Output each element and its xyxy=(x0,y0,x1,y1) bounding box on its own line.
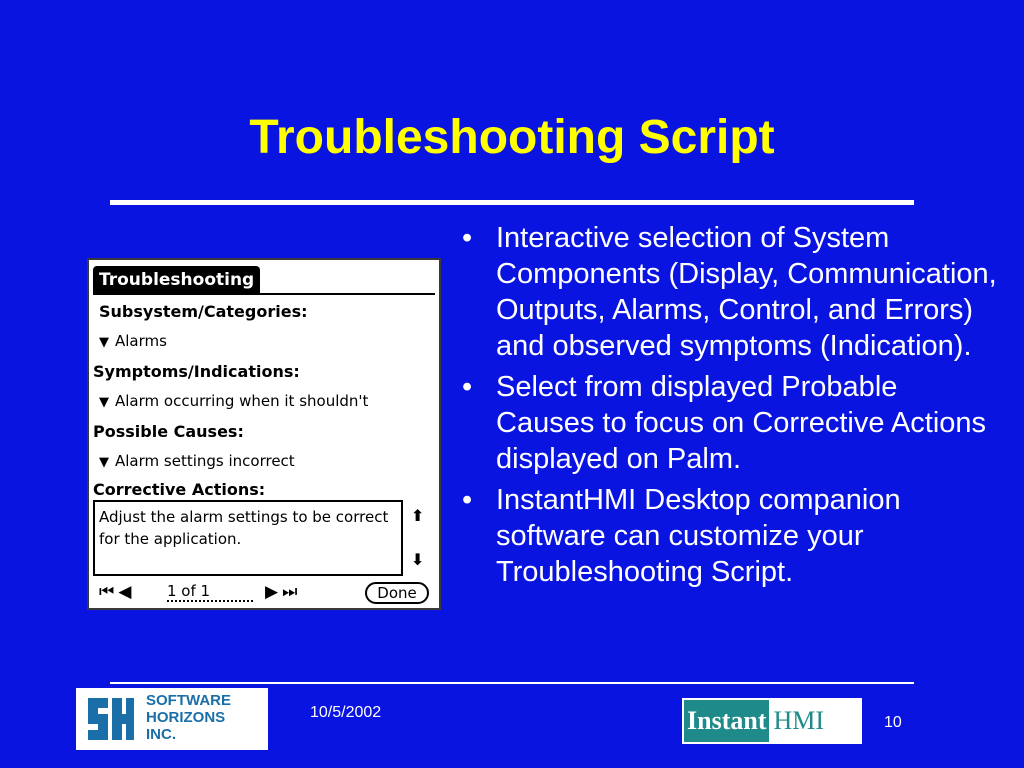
slide-title: Troubleshooting Script xyxy=(249,111,775,164)
palm-title-underline xyxy=(93,293,435,295)
last-record-icon[interactable]: ⏭ xyxy=(282,582,298,602)
footer-divider xyxy=(110,682,914,684)
next-record-icon[interactable]: ▶ xyxy=(265,582,279,602)
bullet-text: Interactive selection of System Components (Display, Communication, Outputs, Alarms, Control, and Errors) and observed symptoms (Indication). xyxy=(496,222,997,362)
bullet-icon: • xyxy=(462,371,473,403)
company-line: INC. xyxy=(146,726,176,743)
symptoms-dropdown[interactable] xyxy=(99,392,368,410)
symptoms-value: Alarm occurring when it shouldn't xyxy=(115,392,369,410)
scroll-down-icon[interactable]: ⬇ xyxy=(411,550,425,569)
footer-date: 10/5/2002 xyxy=(310,704,382,721)
symptoms-label: Symptoms/Indications: xyxy=(93,362,300,381)
done-button[interactable]: Done xyxy=(365,582,429,604)
first-record-icon[interactable]: ⏮ xyxy=(99,582,115,602)
prev-record-icon[interactable]: ◀ xyxy=(118,582,132,602)
subsystem-value: Alarms xyxy=(115,332,167,350)
bullet-item xyxy=(462,369,1002,477)
bullet-icon: • xyxy=(462,222,473,254)
record-navigation-next xyxy=(265,582,301,602)
actions-textbox[interactable]: Adjust the alarm settings to be correct for the application. xyxy=(93,500,403,576)
software-horizons-logo xyxy=(76,688,268,750)
company-line: HORIZONS xyxy=(146,709,226,726)
bullet-icon: • xyxy=(462,484,473,516)
dropdown-arrow-icon: ▼ xyxy=(99,335,109,350)
causes-dropdown[interactable] xyxy=(99,452,295,470)
subsystem-dropdown[interactable] xyxy=(99,332,167,350)
actions-label: Corrective Actions: xyxy=(93,480,266,499)
bullet-item xyxy=(462,482,1002,590)
dropdown-arrow-icon: ▼ xyxy=(99,395,109,410)
subsystem-label: Subsystem/Categories: xyxy=(99,302,308,321)
bullet-item xyxy=(462,220,1002,364)
company-name xyxy=(146,692,231,743)
bullet-text: InstantHMI Desktop companion software can customize your Troubleshooting Script. xyxy=(496,484,901,588)
palm-screenshot xyxy=(87,258,441,610)
page-number: 10 xyxy=(884,714,902,731)
causes-label: Possible Causes: xyxy=(93,422,244,441)
brand-hmi: HMI xyxy=(769,700,828,742)
record-navigation xyxy=(99,582,135,602)
dropdown-arrow-icon: ▼ xyxy=(99,455,109,470)
palm-title-tab: Troubleshooting xyxy=(93,266,260,294)
causes-value: Alarm settings incorrect xyxy=(115,452,295,470)
company-line: SOFTWARE xyxy=(146,692,231,709)
title-divider xyxy=(110,200,914,205)
scroll-up-icon[interactable]: ⬆ xyxy=(411,506,425,525)
company-mark-icon xyxy=(84,694,136,744)
brand-instant: Instant xyxy=(684,700,769,742)
instanthmi-logo xyxy=(682,698,862,744)
bullet-list xyxy=(462,220,1002,595)
page-indicator: 1 of 1 xyxy=(167,582,253,602)
bullet-text: Select from displayed Probable Causes to focus on Corrective Actions displayed on Palm. xyxy=(496,371,987,475)
